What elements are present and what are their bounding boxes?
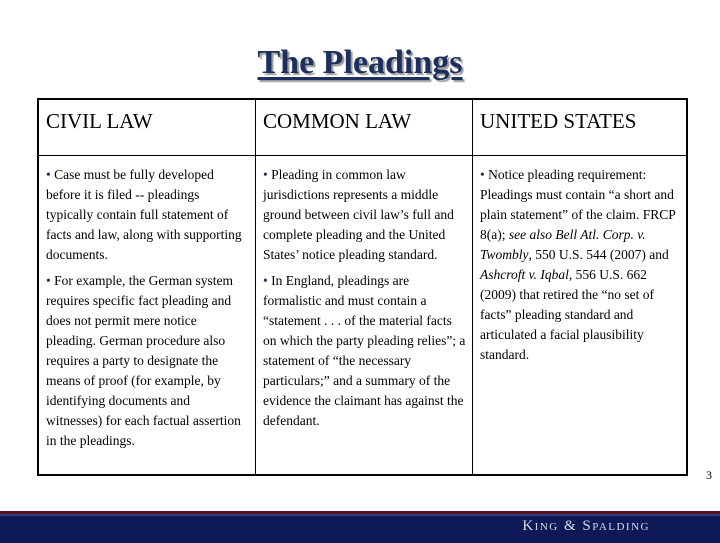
header-civil-law: CIVIL LAW <box>39 100 256 156</box>
civil-law-cell <box>39 156 256 474</box>
header-united-states: UNITED STATES <box>473 100 686 156</box>
us-text-1: Notice pleading requirement: Pleadings must contain “a short and plain statement” of the claim. FRCP 8(a); <box>480 167 676 242</box>
civil-law-point-2: • For example, the German system requires specific fact pleading and does not permit mere notice pleading. German procedure also requires a party to designate the means of proof (for example, by identifying documents and witnesses) for each factual assertion in the pleadings. <box>46 271 249 451</box>
footer-bar <box>0 511 720 543</box>
header-common-law: COMMON LAW <box>256 100 473 156</box>
slide-title: The Pleadings <box>257 44 463 81</box>
common-law-point-2: • In England, pleadings are formalistic and must contain a “statement . . . of the material facts on which the party pleading relies”; a statement of “the necessary particulars;” and a summary of the evidence the claimant has against the defendant. <box>263 271 466 431</box>
common-law-cell <box>256 156 473 474</box>
us-case-iqbal: Ashcroft v. Iqbal <box>480 267 569 282</box>
page-number: 3 <box>706 468 712 482</box>
united-states-cell <box>473 156 686 474</box>
common-law-point-1: • Pleading in common law jurisdictions represents a middle ground between civil law’s full and complete pleading and the United States’ notice pleading standard. <box>263 165 466 265</box>
us-case-twombly: see also Bell Atl. Corp. v. Twombly <box>480 227 646 262</box>
brand-logo: King & Spalding <box>522 518 650 534</box>
civil-law-point-1: • Case must be fully developed before it is filed -- pleadings typically contain full statement of facts and law, along with supporting documents. <box>46 165 249 265</box>
comparison-table <box>37 98 688 476</box>
us-text-3: , 556 U.S. 662 (2009) that retired the “no set of facts” pleading standard and articulated a facial plausibility standard. <box>480 267 654 362</box>
us-text-2: , 550 U.S. 544 (2007) and <box>528 247 669 262</box>
us-point-1 <box>480 165 680 365</box>
